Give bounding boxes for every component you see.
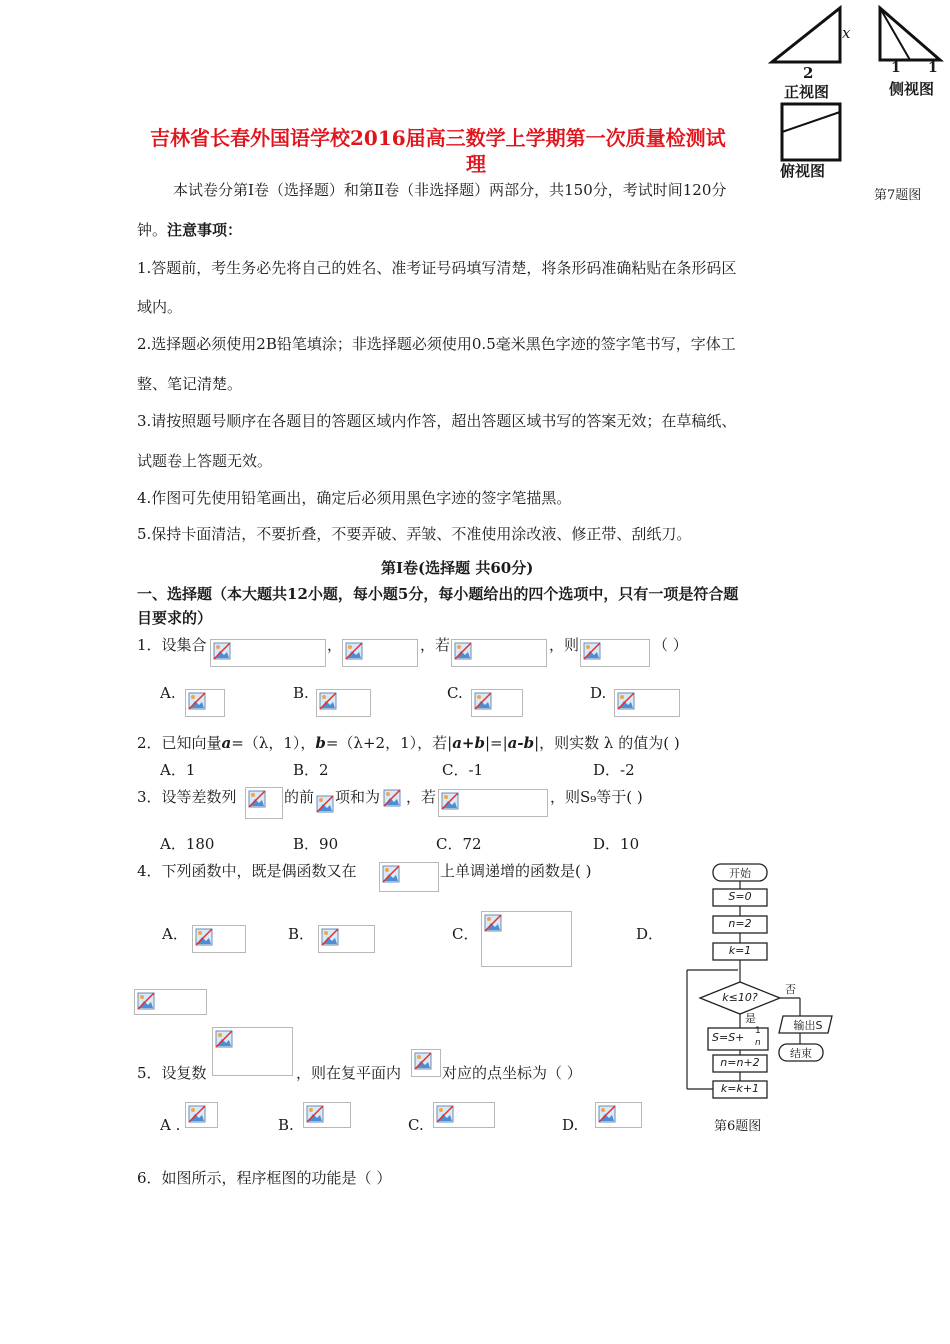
q6-stem: 6．如图所示，程序框图的功能是（ ） [137, 1169, 392, 1187]
q5-option-b: B. [278, 1116, 294, 1134]
flow-end: 结束 [790, 1047, 812, 1060]
note-2b: 整、笔记清楚。 [137, 375, 243, 393]
broken-image-icon [383, 789, 401, 807]
q1-option-b-image [316, 689, 371, 717]
q3-condition-image [438, 789, 548, 817]
q3-mid1: 的前 [284, 788, 315, 806]
q4-option-c: C． [452, 925, 479, 943]
q2-option-a: A．1 [160, 761, 196, 779]
flow-update-k: k=k+1 [720, 1082, 760, 1095]
q4-tail: 上单调递增的函数是( ) [440, 862, 592, 880]
q3-n-image [316, 795, 334, 813]
q1-stem: 1．设集合 [137, 636, 207, 654]
q3-if: ，若 [406, 788, 437, 806]
q1-option-c-image [471, 689, 523, 717]
note-4: 4.作图可先使用铅笔画出，确定后必须用黑色字迹的签字笔描黑。 [137, 489, 572, 507]
broken-image-icon [484, 914, 502, 932]
broken-image-icon [248, 790, 266, 808]
q1-if: ，若 [420, 636, 451, 654]
q2-option-d: D．-2 [593, 761, 635, 779]
q5-mid: ，则在复平面内 [296, 1064, 402, 1082]
q4-stem: 4．下列函数中，既是偶函数又在 [137, 862, 357, 880]
figure7-front-label: 正视图 [784, 83, 830, 101]
q2-option-b: B．2 [293, 761, 329, 779]
section1-instruction-1: 一、选择题（本大题共12小题，每小题5分，每小题给出的四个选项中，只有一项是符合题 [137, 585, 739, 603]
broken-image-icon [441, 792, 459, 810]
flow-yes: 是 [745, 1012, 756, 1025]
flow-frac-num: 1 [755, 1026, 761, 1036]
q2-option-c: C．-1 [442, 761, 484, 779]
q4-option-b: B． [288, 925, 315, 943]
q2-tail: |，则实数 λ 的值为( ) [534, 734, 680, 752]
note-1a: 1.答题前，考生务必先将自己的姓名、准考证号码填写清楚，将条形码准确粘贴在条形码区 [137, 259, 737, 277]
q1-option-b: B. [293, 684, 309, 702]
front-view-triangle [772, 8, 840, 62]
q1-option-d-image [614, 689, 680, 717]
flow-k1: k=1 [728, 944, 752, 957]
notes-heading: 注意事项： [167, 221, 243, 239]
flow-update-n: n=n+2 [720, 1056, 760, 1069]
side-view-triangle [880, 8, 940, 60]
broken-image-icon [321, 928, 339, 946]
q3-option-c: C．72 [436, 835, 482, 853]
figure7-label-1b: 1 [928, 60, 938, 76]
q1-result-image [580, 639, 650, 667]
q1-comma: ， [327, 636, 343, 654]
a-minus-b: a-b [507, 734, 535, 752]
q5-z-image [212, 1027, 293, 1076]
note-1b: 域内。 [137, 298, 183, 316]
figure7-label-1a: 1 [891, 60, 901, 76]
q4-option-c-image [481, 911, 572, 967]
side-view-median [880, 8, 910, 60]
q1-set-b-image [342, 639, 418, 667]
q3-option-a: A．180 [160, 835, 215, 853]
q3-tail: ，则S₉等于( ) [550, 788, 643, 806]
q1-option-c: C. [447, 684, 463, 702]
q5-tail: 对应的点坐标为（ ） [442, 1064, 582, 1082]
figure7-top-label: 俯视图 [780, 162, 826, 180]
q1-option-d: D. [590, 684, 607, 702]
vector-b: b [315, 734, 326, 752]
section1-title: 第Ⅰ卷(选择题 共60分) [381, 559, 534, 577]
figure7-label-x: x [842, 24, 851, 42]
intro-prefix: 钟。 [137, 221, 168, 239]
q2-eq2: =（λ+2，1），若| [325, 734, 453, 752]
q1-then: ，则 [549, 636, 580, 654]
broken-image-icon [306, 1105, 324, 1123]
q1-answer-paren: （ ） [653, 636, 688, 654]
q3-sn-image [383, 787, 405, 815]
q4-interval-image [379, 862, 439, 892]
page-title-line1: 吉林省长春外国语学校2016届高三数学上学期第一次质量检测试 [150, 126, 726, 150]
flow-s0: S=0 [728, 890, 752, 903]
broken-image-icon [188, 692, 206, 710]
broken-image-icon [598, 1105, 616, 1123]
figure7-label-2: 2 [803, 64, 814, 82]
intro-line1: 本试卷分第Ⅰ卷（选择题）和第Ⅱ卷（非选择题）两部分，共150分，考试时间120分 [173, 181, 727, 199]
flow-output: 输出S [793, 1019, 823, 1032]
note-3a: 3.请按照题号顺序在各题目的答题区域内作答，超出答题区域书写的答案无效；在草稿纸、 [137, 412, 737, 430]
broken-image-icon [583, 642, 601, 660]
a-plus-b: a+b [452, 734, 485, 752]
q1-option-a-image [185, 689, 225, 717]
broken-image-icon [436, 1105, 454, 1123]
q4-option-d-image [134, 989, 207, 1015]
q5-option-d-image [595, 1102, 642, 1128]
flow-condition: k≤10? [722, 991, 758, 1004]
broken-image-icon [345, 642, 363, 660]
q3-mid2: 项和为 [335, 788, 381, 806]
q5-option-a-image [185, 1102, 218, 1128]
q5-stem: 5．设复数 [137, 1064, 207, 1082]
broken-image-icon [474, 692, 492, 710]
q5-point-image [411, 1049, 441, 1077]
q2-stem-a: 2．已知向量 [137, 734, 222, 752]
broken-image-icon [195, 928, 213, 946]
q2-stem [137, 732, 680, 753]
q4-option-d: D． [636, 925, 664, 943]
q5-option-c-image [433, 1102, 495, 1128]
q3-option-b: B．90 [293, 835, 339, 853]
q1-set-a-image [210, 639, 326, 667]
q3-option-d: D．10 [593, 835, 640, 853]
broken-image-icon [319, 692, 337, 710]
intro-line2 [137, 219, 242, 240]
flow-start: 开始 [729, 867, 751, 880]
q4-option-a-image [192, 925, 246, 953]
flow-update-s: S=S+ [712, 1031, 745, 1044]
broken-image-icon [215, 1030, 233, 1048]
figure7-side-label: 侧视图 [889, 80, 935, 98]
top-view-rect [782, 104, 840, 160]
figure6-caption: 第6题图 [714, 1119, 762, 1134]
q3-stem: 3．设等差数列 [137, 788, 237, 806]
broken-image-icon [382, 865, 400, 883]
page-title-line2: 理 [466, 152, 486, 176]
note-2a: 2.选择题必须使用2B铅笔填涂；非选择题必须使用0.5毫米黑色字迹的签字笔书写，字体工 [137, 335, 736, 353]
q2-eq1: =（λ，1）， [231, 734, 316, 752]
broken-image-icon [454, 642, 472, 660]
section1-instruction-2: 目要求的） [137, 609, 213, 627]
q1-option-a: A. [160, 684, 176, 702]
q5-option-a: A . [160, 1116, 181, 1134]
flow-frac-den: n [755, 1038, 761, 1048]
note-3b: 试题卷上答题无效。 [137, 452, 273, 470]
broken-image-icon [617, 692, 635, 710]
flow-no: 否 [785, 983, 796, 996]
note-5: 5.保持卡面清洁，不要折叠，不要弄破、弄皱、不准使用涂改液、修正带、刮纸刀。 [137, 525, 692, 543]
broken-image-icon [137, 992, 155, 1010]
q4-option-b-image [318, 925, 375, 953]
broken-image-icon [316, 795, 334, 813]
vector-a: a [221, 734, 232, 752]
q5-option-c: C. [408, 1116, 424, 1134]
top-view-diagonal [782, 112, 840, 132]
flow-n2: n=2 [728, 917, 752, 930]
figure7-caption: 第7题图 [874, 188, 922, 203]
q3-sequence-image [245, 787, 283, 819]
q5-option-d: D. [562, 1116, 579, 1134]
broken-image-icon [414, 1052, 432, 1070]
broken-image-icon [213, 642, 231, 660]
q2-mid: |=| [484, 734, 508, 752]
q1-condition-image [451, 639, 547, 667]
broken-image-icon [188, 1105, 206, 1123]
q4-option-a: A． [162, 925, 188, 943]
q5-option-b-image [303, 1102, 351, 1128]
